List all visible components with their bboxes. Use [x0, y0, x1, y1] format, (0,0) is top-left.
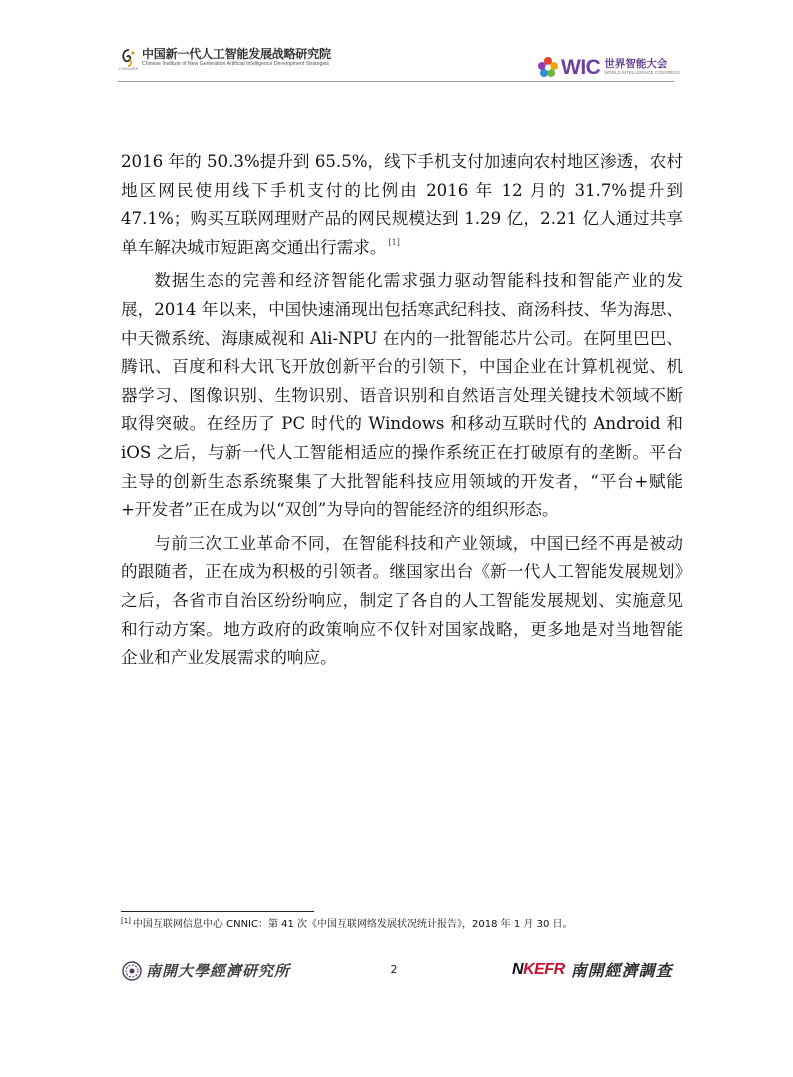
wic-subtitle: WORLD INTELLIGENCE CONGRESS: [604, 69, 680, 75]
institute-emblem-icon: [120, 48, 138, 68]
wic-title: 世界智能大会: [604, 58, 668, 71]
institute-title: 中国新一代人工智能发展战略研究院: [142, 47, 331, 62]
nankai-emblem-icon: [122, 961, 142, 981]
paragraph-1: [121, 148, 683, 262]
nankai-institute-name: 南開大學經濟研究所: [146, 962, 291, 980]
nankai-institute-logo: [122, 960, 290, 981]
wic-wordmark: WIC: [561, 55, 601, 79]
footnote-divider: [121, 911, 314, 912]
paragraph-3: 与前三次工业革命不同，在智能科技和产业领域，中国已经不再是被动的跟随者，正在成为积极的引领者。继国家出台《新一代人工智能发展规划》之后，各省市自治区纷纷响应，制定了各自的人工智能发展规划、实施意见和行动方案。地方政府的政策响应不仅针对国家战略，更多地是对当地智能企业和产业发展需求的响应。: [121, 533, 683, 668]
header-divider: [118, 81, 674, 82]
nankai-survey-name: 南開經濟調查: [570, 961, 673, 980]
main-text: [121, 148, 683, 673]
wic-flower-icon: [536, 55, 560, 79]
institute-logo: [119, 47, 331, 71]
page-header: [0, 0, 793, 95]
institute-tag: CINGAIDS: [119, 66, 139, 71]
paragraph-1-text: 2016 年的 50.3%提升到 65.5%，线下手机支付加速向农村地区渗透，农村地区网民使用线下手机支付的比例由 2016 年 12 月的 31.7%提升到 47.1%；购买互联网理财产品的网民规模达到 1.29 亿，2.21 亿人通过共享单车解决城市短距离交通出行需求。: [121, 152, 683, 257]
wic-logo: [536, 55, 680, 79]
footnote-marker: [1]: [121, 917, 131, 925]
page-footer: [0, 955, 793, 990]
institute-subtitle: Chinese Institute of New Generation Artificial Intelligence Development Strategies: [142, 61, 330, 68]
page-number: 2: [390, 963, 398, 976]
footnote: [121, 917, 681, 933]
nkefr-logo: [512, 958, 673, 981]
footnote-text: 中国互联网信息中心 CNNIC：第 41 次《中国互联网络发展状况统计报告》，2018 年 1 月 30 日。: [132, 919, 573, 930]
nkefr-wordmark: NKEFR: [512, 960, 565, 978]
footnote-reference[interactable]: [1]: [388, 237, 400, 247]
paragraph-2: 数据生态的完善和经济智能化需求强力驱动智能科技和智能产业的发展，2014 年以来，中国快速涌现出包括寒武纪科技、商汤科技、华为海思、中天微系统、海康威视和 Ali-NPU 在内的一批智能芯片公司。在阿里巴巴、腾讯、百度和科大讯飞开放创新平台的引领下，中国企业在计算机视觉、机器学习、图像识别、生物识别、语音识别和自然语言处理关键技术领域不断取得突破。在经历了 PC 时代的 Windows 和移动互联时代的 Android 和 iOS 之后，与新一代人工智能相适应的操作系统正在打破原有的垄断。平台主导的创新生态系统聚集了大批智能科技应用领域的开发者，“平台+赋能+开发者”正在成为以“双创”为导向的智能经济的组织形态。: [121, 271, 683, 520]
